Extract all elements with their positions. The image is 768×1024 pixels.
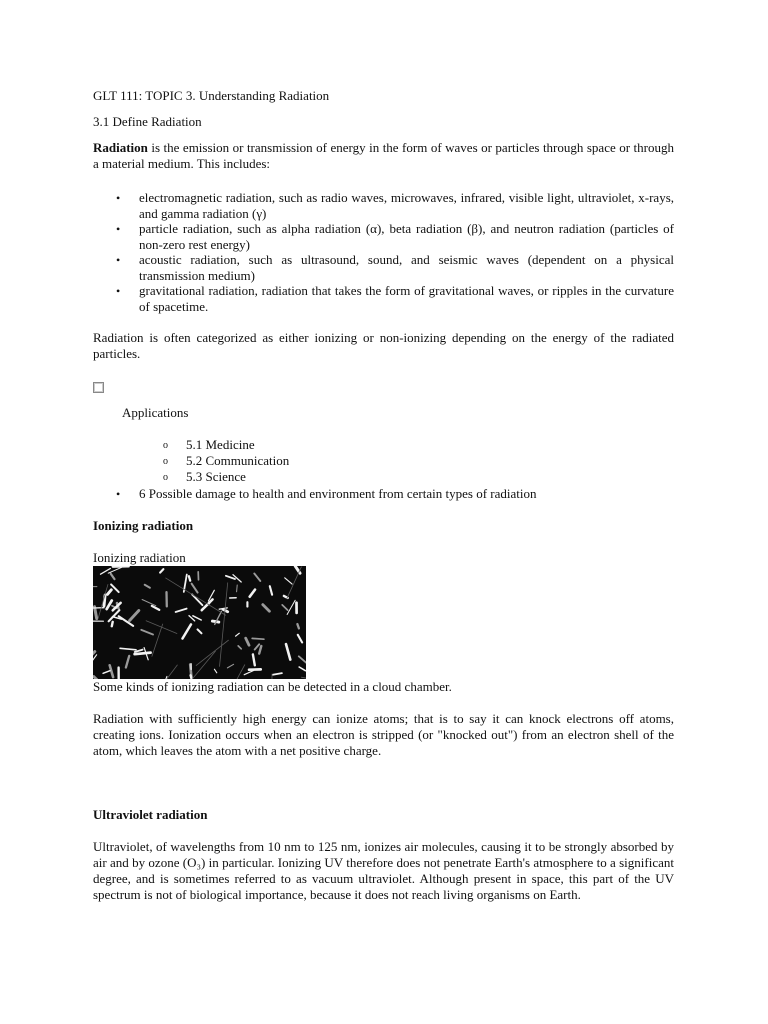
document-title: GLT 111: TOPIC 3. Understanding Radiation: [93, 88, 330, 103]
particle-track: [111, 584, 119, 592]
particle-track: [254, 574, 260, 582]
particle-track: [112, 622, 113, 626]
uv-paragraph: Ultraviolet, of wavelengths from 10 nm to 125 nm, ionizes air molecules, causing it to be strongly absorbed by air and by ozone (O₃) in particular. Ionizing UV therefore does not penetrate Earth's atmosphere to a significant degree, and is sometimes referred to as vacuum ultraviolet. Although present in space, this part of the UV spectrum is not of biological importance, because it does not reach living organisms on Earth.: [93, 839, 674, 902]
particle-track: [298, 635, 302, 643]
section-heading-ionizing: Ionizing radiation: [93, 518, 194, 533]
faint-track: [133, 665, 177, 679]
list-item: particle radiation, such as alpha radiation (α), beta radiation (β), and neutron radiation (particles of non-zero rest energy): [139, 221, 674, 252]
particle-track: [287, 600, 295, 614]
bullet-marker: •: [116, 487, 121, 501]
list-item: gravitational radiation, radiation that takes the form of gravitational waves, or ripples in the curvature of spacetime.: [139, 283, 674, 314]
particle-track: [152, 606, 160, 610]
particle-track: [160, 569, 163, 573]
particle-track: [130, 611, 139, 621]
bullet-marker: •: [116, 284, 121, 298]
particle-track: [270, 586, 272, 595]
particle-track: [219, 608, 227, 609]
particle-track: [111, 574, 115, 579]
ionizing-paragraph: Radiation with sufficiently high energy can ionize atoms; that is to say it can knock electrons off atoms, creating ions. Ionization occurs when an electron is stripped (or "knocked out") from an electron shell of the atom, which leaves the atom with a net positive charge.: [93, 711, 674, 758]
particle-track: [93, 655, 97, 663]
bullet-marker: •: [116, 253, 121, 267]
image-label: Ionizing radiation: [93, 550, 186, 565]
list-item: acoustic radiation, such as ultrasound, sound, and seismic waves (dependent on a physical transmission medium): [139, 252, 674, 283]
particle-track: [250, 590, 255, 597]
sub-list-item: 5.2 Communication: [186, 453, 290, 468]
particle-track: [141, 630, 153, 635]
faint-track: [165, 578, 226, 616]
particle-track: [226, 576, 235, 579]
particle-track: [282, 605, 287, 610]
particle-track: [183, 624, 192, 638]
particle-track: [120, 648, 136, 650]
particle-track: [286, 644, 290, 660]
particle-track: [238, 646, 241, 649]
particle-track: [252, 638, 264, 639]
list-item: 6 Possible damage to health and environment from certain types of radiation: [139, 486, 537, 501]
sub-list-item: 5.1 Medicine: [186, 437, 255, 452]
sub-bullet-marker: o: [163, 440, 168, 451]
particle-track: [193, 616, 201, 620]
particle-track: [192, 584, 198, 593]
faint-track: [221, 665, 245, 680]
particle-track: [145, 585, 150, 588]
particle-track: [142, 600, 156, 606]
faint-track: [152, 624, 163, 657]
particle-track: [198, 629, 202, 633]
faint-track: [98, 584, 108, 618]
particle-track: [227, 664, 233, 668]
bullet-marker: •: [116, 222, 121, 236]
particle-track: [236, 633, 240, 636]
faint-track: [146, 621, 177, 634]
particle-track: [259, 646, 261, 654]
particle-track: [285, 578, 292, 584]
particle-track: [273, 673, 282, 675]
particle-track: [297, 624, 299, 628]
sub-bullet-marker: o: [163, 456, 168, 467]
sub-bullet-marker: o: [163, 472, 168, 483]
list-item: electromagnetic radiation, such as radio waves, microwaves, infrared, visible light, ultraviolet, x-rays, and gamma radiation (γ): [139, 190, 674, 221]
particle-track: [135, 653, 151, 655]
particle-track: [237, 585, 238, 592]
section-heading-uv: Ultraviolet radiation: [93, 807, 208, 822]
bullet-marker: •: [116, 191, 121, 205]
particle-track: [253, 654, 255, 665]
particle-track: [299, 667, 305, 671]
cloud-chamber-photo: [93, 566, 306, 679]
section-heading-3-1: 3.1 Define Radiation: [93, 114, 202, 129]
particle-track: [214, 669, 216, 673]
faint-track: [196, 640, 229, 666]
particle-track: [299, 656, 306, 667]
particle-track: [126, 656, 129, 668]
intro-paragraph: [93, 140, 674, 172]
faint-track: [220, 583, 228, 667]
particle-track: [108, 590, 112, 595]
particle-track: [244, 671, 253, 675]
intro-term: Radiation: [93, 140, 148, 155]
applications-title: Applications: [122, 405, 189, 420]
image-caption: Some kinds of ionizing radiation can be detected in a cloud chamber.: [93, 679, 452, 694]
intro-text: is the emission or transmission of energy in the form of waves or particles through space or through a material medium. This includes:: [93, 140, 674, 171]
particle-track: [176, 609, 187, 612]
particle-track: [246, 638, 249, 645]
particle-track: [103, 671, 110, 674]
sub-list-item: 5.3 Science: [186, 469, 246, 484]
particle-track: [189, 576, 190, 581]
categorized-paragraph: Radiation is often categorized as either ionizing or non-ionizing depending on the energy of the radiated particles.: [93, 330, 674, 361]
particle-track: [255, 644, 260, 649]
particle-track: [263, 605, 270, 612]
image-placeholder-icon: [93, 382, 105, 394]
faint-track: [287, 567, 302, 600]
particle-track: [107, 601, 112, 610]
